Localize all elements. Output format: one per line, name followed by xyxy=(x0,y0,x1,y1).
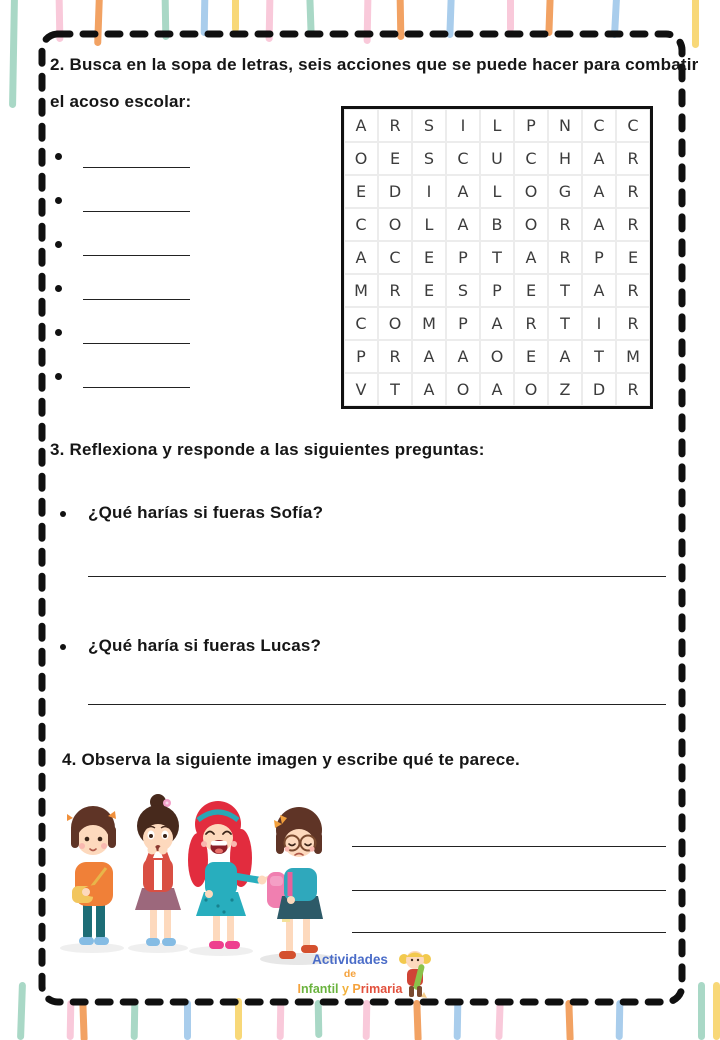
word-search-cell: M xyxy=(344,274,378,307)
word-search-cell: I xyxy=(582,307,616,340)
bullet-icon xyxy=(55,329,62,336)
word-search-cell: G xyxy=(548,175,582,208)
word-search-cell: R xyxy=(616,208,650,241)
answer-blank-line[interactable] xyxy=(83,299,190,300)
pink-stripe xyxy=(67,1000,75,1040)
word-search-cell: C xyxy=(344,208,378,241)
word-search-cell: S xyxy=(446,274,480,307)
answer-line-sofia[interactable] xyxy=(88,576,666,577)
exercise2-title-line1: 2. Busca en la sopa de letras, seis acciones que se puede hacer para combatir xyxy=(50,55,699,74)
word-search-cell: A xyxy=(582,208,616,241)
word-search-cell: C xyxy=(582,109,616,142)
teal-stripe xyxy=(162,0,170,40)
word-search-cell: R xyxy=(616,142,650,175)
word-search-cell: A xyxy=(446,340,480,373)
word-search-cell: O xyxy=(480,340,514,373)
word-search-cell: E xyxy=(514,274,548,307)
pink-stripe xyxy=(277,1000,285,1040)
answer-blank-line[interactable] xyxy=(83,211,190,212)
teal-stripe xyxy=(306,0,314,36)
bullet-icon xyxy=(55,241,62,248)
logo-line3-part: nfantil xyxy=(301,982,339,996)
yellow-stripe xyxy=(232,0,239,32)
word-search-cell: C xyxy=(514,142,548,175)
word-search-cell: A xyxy=(344,109,378,142)
word-search-cell: R xyxy=(548,208,582,241)
blue-stripe xyxy=(454,1000,462,1040)
word-search-cell: D xyxy=(378,175,412,208)
word-search-cell: I xyxy=(412,175,446,208)
word-search-cell: U xyxy=(480,142,514,175)
bullet-icon xyxy=(55,373,62,380)
blue-stripe xyxy=(184,1000,191,1040)
word-search-cell: N xyxy=(548,109,582,142)
word-search-cell: P xyxy=(582,241,616,274)
word-search-cell: L xyxy=(412,208,446,241)
word-search-cell: T xyxy=(480,241,514,274)
yellow-stripe xyxy=(235,998,242,1040)
word-search-cell: T xyxy=(548,307,582,340)
word-search-cell: E xyxy=(514,340,548,373)
word-search-cell: O xyxy=(344,142,378,175)
word-search-cell: P xyxy=(446,241,480,274)
word-search-cell: A xyxy=(446,208,480,241)
question-sofia xyxy=(60,503,323,523)
orange-stripe xyxy=(545,0,553,36)
question-lucas xyxy=(60,636,321,656)
blue-stripe xyxy=(446,0,454,38)
exercise2-title-line2: el acoso escolar: xyxy=(50,92,192,111)
word-search-cell: R xyxy=(548,241,582,274)
girl-sad-backpack xyxy=(267,807,323,959)
answer-blank-line[interactable] xyxy=(83,387,190,388)
word-search-cell: R xyxy=(514,307,548,340)
pink-stripe xyxy=(507,0,514,32)
word-search-cell: O xyxy=(514,175,548,208)
word-search-cell: A xyxy=(514,241,548,274)
word-search-cell: O xyxy=(378,307,412,340)
girl-red-jacket xyxy=(135,794,181,946)
word-search-cell: B xyxy=(480,208,514,241)
girl-laughing-red-hair xyxy=(188,801,269,949)
exercise4-answer-lines xyxy=(352,800,666,940)
exercise2-answer-blanks xyxy=(55,146,215,410)
logo-line2: de xyxy=(343,968,357,980)
word-search-cell: M xyxy=(616,340,650,373)
logo-line3 xyxy=(286,982,414,997)
pink-stripe xyxy=(364,0,372,44)
teal-stripe xyxy=(698,982,705,1040)
word-search-cell: P xyxy=(446,307,480,340)
word-search-cell: O xyxy=(514,208,548,241)
answer-blank-line[interactable] xyxy=(83,167,190,168)
exercise4-answer-line[interactable] xyxy=(352,890,666,891)
word-search-cell: P xyxy=(480,274,514,307)
word-search-cell: E xyxy=(412,274,446,307)
word-search-cell: A xyxy=(548,340,582,373)
word-search-cell: A xyxy=(480,373,514,406)
teal-stripe xyxy=(17,982,26,1040)
word-search-cell: A xyxy=(582,274,616,307)
word-search-cell: L xyxy=(480,109,514,142)
blue-stripe xyxy=(616,1000,624,1040)
word-search-cell: C xyxy=(446,142,480,175)
teal-stripe xyxy=(315,1000,323,1038)
pink-stripe xyxy=(363,1000,371,1040)
word-search-cell: C xyxy=(378,241,412,274)
exercise4-answer-line[interactable] xyxy=(352,846,666,847)
blue-stripe xyxy=(611,0,620,38)
word-search-cell: L xyxy=(480,175,514,208)
word-search-cell: A xyxy=(344,241,378,274)
word-search-cell: T xyxy=(548,274,582,307)
footer-logo xyxy=(286,952,414,997)
word-search-cell: A xyxy=(412,373,446,406)
exercise4-answer-line[interactable] xyxy=(352,932,666,933)
word-search-cell: E xyxy=(378,142,412,175)
bullet-icon xyxy=(55,153,62,160)
answer-blank-item xyxy=(55,234,215,278)
answer-blank-item xyxy=(55,146,215,190)
logo-line1: Actividades xyxy=(312,952,388,967)
word-search-cell: C xyxy=(616,109,650,142)
word-search-cell: O xyxy=(446,373,480,406)
pink-stripe xyxy=(56,0,64,42)
bullet-icon xyxy=(60,511,66,517)
word-search-cell: R xyxy=(616,373,650,406)
word-search-cell: C xyxy=(344,307,378,340)
logo-line3-part: P xyxy=(352,982,361,996)
word-search-cell: V xyxy=(344,373,378,406)
exercise4-title: 4. Observa la siguiente imagen y escribe qué te parece. xyxy=(62,750,520,769)
orange-stripe xyxy=(565,1000,573,1040)
word-search-cell: S xyxy=(412,109,446,142)
answer-blank-item xyxy=(55,366,215,410)
answer-line-lucas[interactable] xyxy=(88,704,666,705)
pink-stripe xyxy=(266,0,274,42)
word-search-cell: O xyxy=(514,373,548,406)
bullet-icon xyxy=(60,644,66,650)
word-search-cell: T xyxy=(378,373,412,406)
word-search-cell: I xyxy=(446,109,480,142)
logo-line3-part: rimaria xyxy=(360,982,403,996)
word-search-cell: D xyxy=(582,373,616,406)
girl-orange-shirt xyxy=(67,806,116,945)
bullying-scene-illustration xyxy=(46,788,346,970)
word-search-grid xyxy=(341,106,653,409)
logo-line3-part: I xyxy=(297,982,302,996)
answer-blank-line[interactable] xyxy=(83,343,190,344)
pink-stripe xyxy=(495,1002,503,1040)
orange-stripe xyxy=(94,0,103,46)
answer-blank-item xyxy=(55,322,215,366)
word-search-cell: P xyxy=(344,340,378,373)
word-search-cell: E xyxy=(344,175,378,208)
word-search-cell: R xyxy=(616,274,650,307)
answer-blank-item xyxy=(55,190,215,234)
yellow-stripe xyxy=(713,982,720,1040)
logo-mascot-icon xyxy=(398,948,432,1002)
word-search-cell: P xyxy=(514,109,548,142)
exercise3-title: 3. Reflexiona y responde a las siguientes preguntas: xyxy=(50,440,485,459)
word-search-cell: A xyxy=(446,175,480,208)
word-search-cell: E xyxy=(412,241,446,274)
answer-blank-item xyxy=(55,278,215,322)
orange-stripe xyxy=(413,1000,421,1040)
question-lucas-text: ¿Qué haría si fueras Lucas? xyxy=(88,636,322,655)
blue-stripe xyxy=(201,0,209,36)
yellow-stripe xyxy=(692,0,699,48)
word-search-cell: S xyxy=(412,142,446,175)
word-search-cell: T xyxy=(582,340,616,373)
word-search-cell: R xyxy=(616,307,650,340)
orange-stripe xyxy=(79,1000,87,1040)
word-search-cell: Z xyxy=(548,373,582,406)
word-search-cell: R xyxy=(378,274,412,307)
bullet-icon xyxy=(55,285,62,292)
word-search-cell: O xyxy=(378,208,412,241)
word-search-cell: M xyxy=(412,307,446,340)
bullet-icon xyxy=(55,197,62,204)
word-search-cell: R xyxy=(378,109,412,142)
teal-stripe xyxy=(9,0,18,108)
teal-stripe xyxy=(131,1000,139,1040)
word-search-cell: A xyxy=(412,340,446,373)
word-search-cell: H xyxy=(548,142,582,175)
word-search-cell: A xyxy=(480,307,514,340)
word-search-cell: A xyxy=(582,142,616,175)
answer-blank-line[interactable] xyxy=(83,255,190,256)
orange-stripe xyxy=(397,0,405,40)
logo-line3-part: y xyxy=(338,982,353,996)
word-search-cell: R xyxy=(616,175,650,208)
word-search-cell: E xyxy=(616,241,650,274)
word-search-cell: A xyxy=(582,175,616,208)
question-sofia-text: ¿Qué harías si fueras Sofía? xyxy=(88,503,324,522)
word-search-cell: R xyxy=(378,340,412,373)
